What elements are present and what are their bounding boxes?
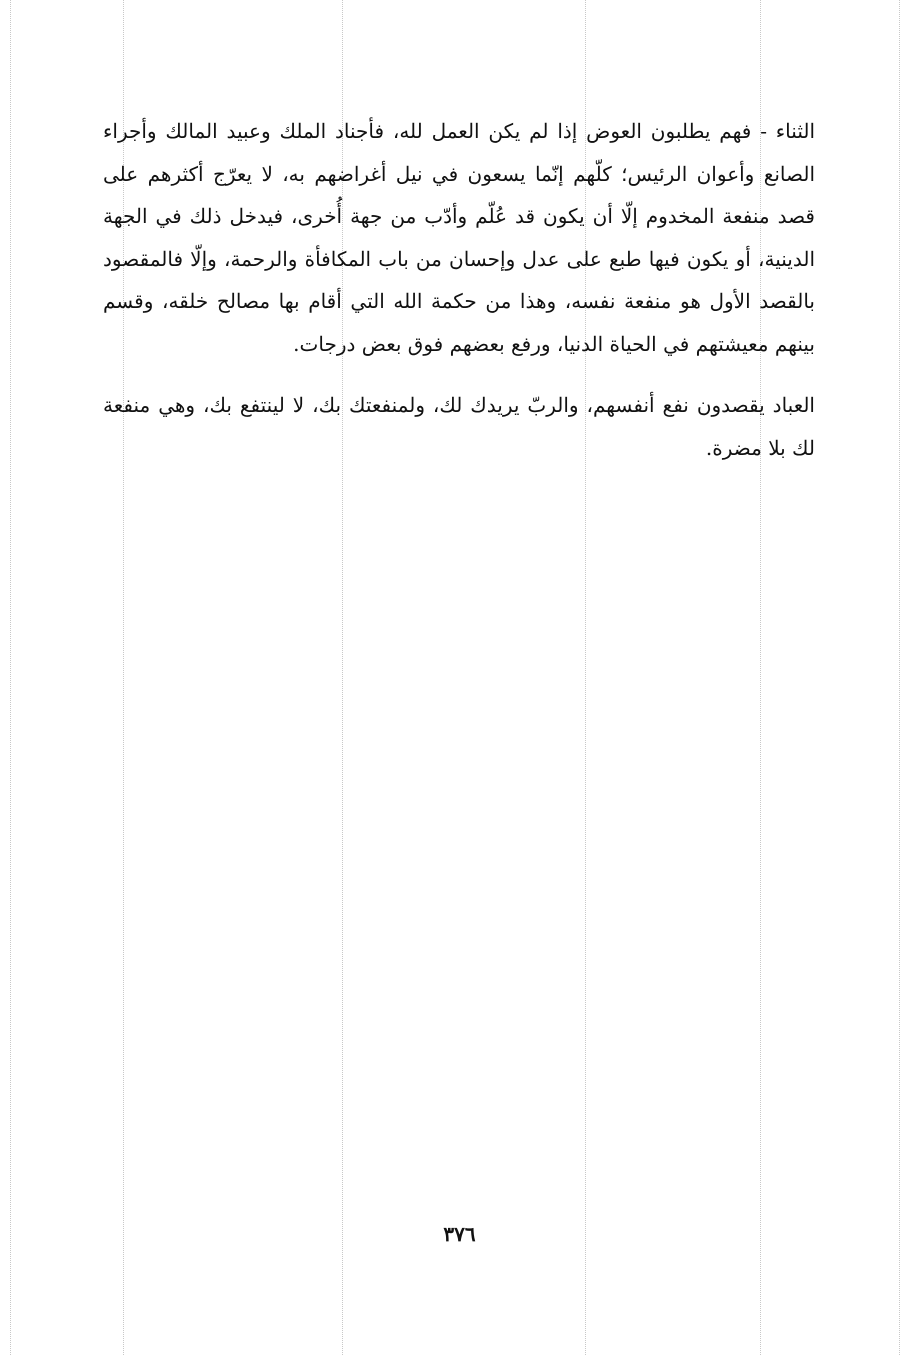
- paragraph: الثناء - فهم يطلبون العوض إذا لم يكن العمل لله، فأجناد الملك وعبيد المالك وأجراء الصانع وأعوان الرئيس؛ كلّهم إنّما يسعون في نيل أغراضهم به، لا يعرّج أكثرهم على قصد منفعة المخدوم إلّا أن يكون قد عُلّم وأدّب من جهة أُخرى، فيدخل ذلك في الجهة الدينية، أو يكون فيها طبع على عدل وإحسان من باب المكافأة والرحمة، وإلّا فالمقصود بالقصد الأول هو منفعة نفسه، وهذا من حكمة الله التي أقام بها مصالح خلقه، وقسم بينهم معيشتهم في الحياة الدنيا، ورفع بعضهم فوق بعض درجات.: [103, 119, 815, 356]
- paragraph: العباد يقصدون نفع أنفسهم، والربّ يريدك لك، ولمنفعتك بك، لا لينتفع بك، وهي منفعة لك بلا مضرة.: [103, 393, 815, 460]
- body-text: [103, 110, 815, 469]
- margin-guide-line: [899, 0, 900, 1355]
- margin-guide-line: [10, 0, 11, 1355]
- page-number: ٣٧٦: [443, 1222, 476, 1246]
